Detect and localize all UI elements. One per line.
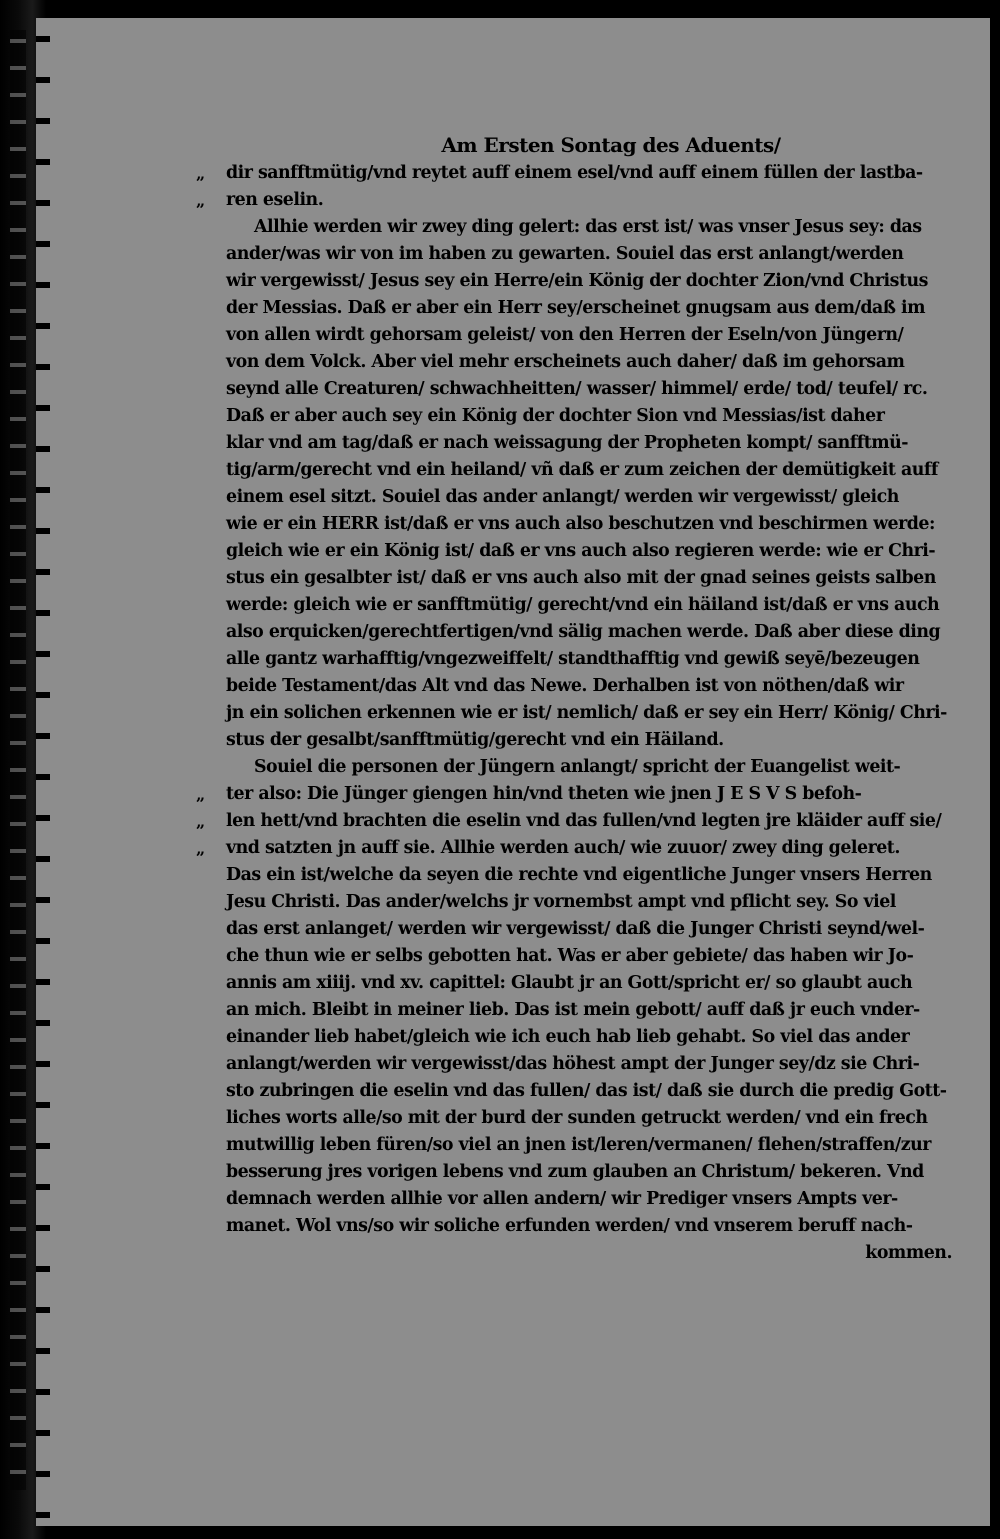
line-text: demnach werden allhie vor allen andern/ wir Prediger vnsers Ampts ver- (226, 1189, 898, 1209)
quotation-marker: „ (196, 785, 205, 804)
text-line (226, 619, 956, 646)
line-text: manet. Wol vns/so wir soliche erfunden werden/ vnd vnserem beruff nach- (226, 1216, 913, 1236)
line-text: sto zubringen die eselin vnd das fullen/ das ist/ daß sie durch die predig Gott- (226, 1081, 947, 1101)
text-line (226, 484, 956, 511)
text-line (196, 781, 956, 808)
line-text: ander/was wir von im haben zu gewarten. Souiel das erst anlangt/werden (226, 244, 904, 264)
line-text: dir sanfftmütig/vnd reytet auff einem esel/vnd auff einem füllen der lastba- (226, 163, 923, 183)
page-sheet (46, 18, 990, 1526)
text-line (196, 835, 956, 862)
line-text: Das ein ist/welche da seyen die rechte vnd eigentliche Junger vnsers Herren (226, 865, 932, 885)
text-line (226, 1159, 956, 1186)
text-line (226, 1213, 956, 1240)
line-text: werde: gleich wie er sanfftmütig/ gerecht/vnd ein häiland ist/daß er vns auch (226, 595, 940, 615)
text-line (226, 241, 956, 268)
text-line (226, 1186, 956, 1213)
line-text: ren eselin. (226, 190, 324, 210)
line-text: stus der gesalbt/sanfftmütig/gerecht vnd ein Häiland. (226, 730, 724, 750)
text-line (226, 997, 956, 1024)
line-text: von allen wirdt gehorsam geleist/ von den Herren der Eseln/von Jüngern/ (226, 325, 904, 345)
text-line (226, 1024, 956, 1051)
text-line (226, 1105, 956, 1132)
line-text: einander lieb habet/gleich wie ich euch hab lieb gehabt. So viel das ander (226, 1027, 910, 1047)
text-line (226, 862, 956, 889)
text-line (226, 295, 956, 322)
line-text: annis am xiiij. vnd xv. capittel: Glaubt jr an Gott/spricht er/ so glaubt auch (226, 973, 913, 993)
text-line (226, 430, 956, 457)
text-line (226, 700, 956, 727)
line-text: einem esel sitzt. Souiel das ander anlangt/ werden wir vergewisst/ gleich (226, 487, 899, 507)
text-line (196, 160, 956, 187)
line-text: Allhie werden wir zwey ding gelert: das erst ist/ was vnser Jesus sey: das (254, 217, 922, 237)
line-text: Jesu Christi. Das ander/welchs jr vornembst ampt vnd pflicht sey. So viel (226, 892, 896, 912)
text-block (196, 130, 956, 1267)
text-line (226, 403, 956, 430)
quotation-marker: „ (196, 812, 205, 831)
text-line (226, 592, 956, 619)
line-text: ter also: Die Jünger giengen hin/vnd theten wie jnen J E S V S befoh- (226, 784, 862, 804)
line-text: der Messias. Daß er aber ein Herr sey/erscheinet gnugsam aus dem/daß im (226, 298, 926, 318)
text-line (226, 457, 956, 484)
line-text: gleich wie er ein König ist/ daß er vns auch also regieren werde: wie er Chri- (226, 541, 936, 561)
line-text: Souiel die personen der Jüngern anlangt/ spricht der Euangelist weit- (254, 757, 901, 777)
line-text: che thun wie er selbs gebotten hat. Was er aber gebiete/ das haben wir Jo- (226, 946, 914, 966)
line-text: wir vergewisst/ Jesus sey ein Herre/ein König der dochter Zion/vnd Christus (226, 271, 928, 291)
line-text: tig/arm/gerecht vnd ein heiland/ vñ daß er zum zeichen der demütigkeit auff (226, 460, 938, 480)
line-text: anlangt/werden wir vergewisst/das höhest ampt der Junger sey/dz sie Chri- (226, 1054, 920, 1074)
text-line (226, 889, 956, 916)
text-lines (196, 160, 956, 1267)
line-text: klar vnd am tag/daß er nach weissagung der Propheten kompt/ sanfftmü- (226, 433, 909, 453)
text-line (226, 916, 956, 943)
text-line (226, 1078, 956, 1105)
line-text: Daß er aber auch sey ein König der dochter Sion vnd Messias/ist daher (226, 406, 885, 426)
line-text: kommen. (865, 1243, 952, 1263)
line-text: len hett/vnd brachten die eselin vnd das fullen/vnd legten jre kläider auff sie/ (226, 811, 942, 831)
line-text: wie er ein HERR ist/daß er vns auch also beschutzen vnd beschirmen werde: (226, 514, 935, 534)
line-text: besserung jres vorigen lebens vnd zum glauben an Christum/ bekeren. Vnd (226, 1162, 924, 1182)
text-line (226, 646, 956, 673)
quotation-marker: „ (196, 164, 205, 183)
line-text: mutwillig leben füren/so viel an jnen ist/leren/vermanen/ flehen/straffen/zur (226, 1135, 931, 1155)
text-line (226, 322, 956, 349)
line-text: beide Testament/das Alt vnd das Newe. Derhalben ist von nöthen/daß wir (226, 676, 904, 696)
line-text: stus ein gesalbter ist/ daß er vns auch also mit der gnad seines geists salben (226, 568, 936, 588)
text-line (226, 727, 956, 754)
line-text: alle gantz warhafftig/vngezweiffelt/ standthafftig vnd gewiß seyē/bezeugen (226, 649, 920, 669)
text-line (226, 1051, 956, 1078)
text-line (226, 268, 956, 295)
text-line (226, 943, 956, 970)
text-line (226, 1132, 956, 1159)
text-line (226, 754, 956, 781)
text-line (226, 970, 956, 997)
line-text: an mich. Bleibt in meiner lieb. Das ist mein gebott/ auff daß jr euch vnder- (226, 1000, 920, 1020)
quotation-marker: „ (196, 839, 205, 858)
text-line (226, 565, 956, 592)
line-text: von dem Volck. Aber viel mehr erscheinets auch daher/ daß im gehorsam (226, 352, 905, 372)
line-text: das erst anlanget/ werden wir vergewisst/ daß die Junger Christi seynd/wel- (226, 919, 925, 939)
running-head: Am Ersten Sontag des Aduents/ (441, 133, 781, 157)
text-line (196, 187, 956, 214)
line-text: vnd satzten jn auff sie. Allhie werden auch/ wie zuuor/ zwey ding geleret. (226, 838, 900, 858)
line-text: seynd alle Creaturen/ schwachheitten/ wasser/ himmel/ erde/ tod/ teufel/ rc. (226, 379, 928, 399)
text-line (226, 376, 956, 403)
text-line (226, 214, 956, 241)
page-stack-edge (10, 30, 26, 1490)
line-text: liches worts alle/so mit der burd der sunden getruckt werden/ vnd ein frech (226, 1108, 928, 1128)
text-line (226, 673, 956, 700)
text-line (226, 349, 956, 376)
text-line (226, 511, 956, 538)
text-line (226, 538, 956, 565)
line-text: jn ein solichen erkennen wie er ist/ nemlich/ daß er sey ein Herr/ König/ Chri- (226, 703, 947, 723)
text-line (196, 808, 956, 835)
quotation-marker: „ (196, 191, 205, 210)
line-text: also erquicken/gerechtfertigen/vnd sälig machen werde. Daß aber diese ding (226, 622, 941, 642)
text-line (226, 1240, 956, 1267)
